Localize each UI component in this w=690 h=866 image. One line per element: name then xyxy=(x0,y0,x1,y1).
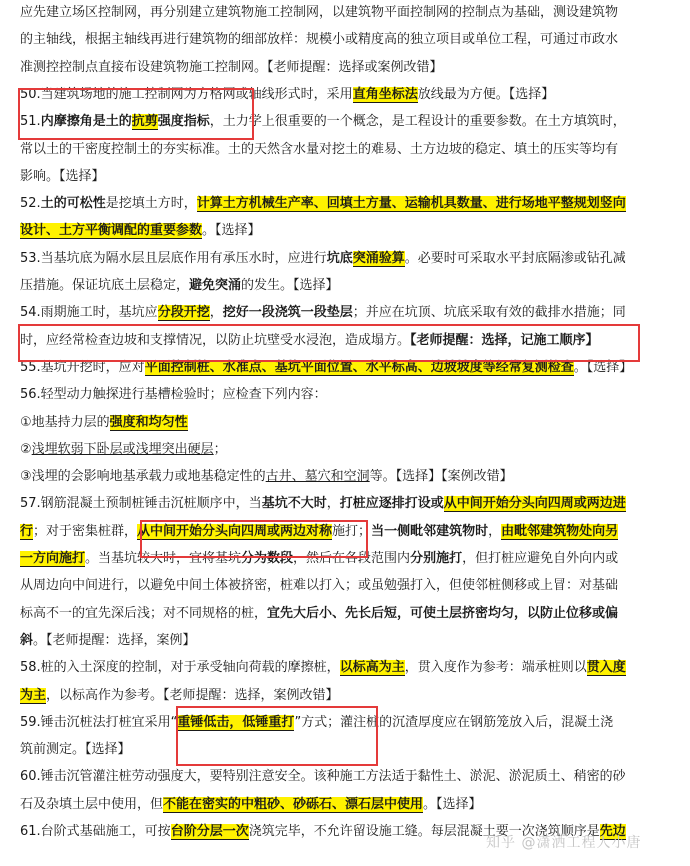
text-segment: 50.当建筑场地的施工控制网为方格网或轴线形式时，采用 xyxy=(20,86,353,102)
text-line xyxy=(20,221,261,241)
text-segment: ”方式；灌注桩的沉渣厚度应在钢筋笼放入后，混凝土浇 xyxy=(294,714,614,730)
text-segment: 筑前测定。【选择】 xyxy=(20,742,131,758)
text-segment: 。当基坑较大时，宜将基坑 xyxy=(85,551,242,566)
text-segment: ；并应在坑顶、坑底采取有效的截排水措施；同 xyxy=(352,305,626,321)
text-segment: 的发生。【选择】 xyxy=(241,278,339,293)
text-line xyxy=(20,740,131,760)
highlighted-text: 抗剪 xyxy=(131,114,158,130)
text-segment: 51. xyxy=(20,114,41,130)
highlighted-text: 先边 xyxy=(599,824,626,839)
highlighted-text: 从中间开始分头向四周或两边对称 xyxy=(137,523,333,539)
bold-text: 坑底 xyxy=(326,250,353,266)
watermark-text: 知乎 @潇洒工程人小唐 xyxy=(486,835,642,851)
text-line xyxy=(20,576,618,596)
text-segment: ③浅埋的会影响地基承载力或地基稳定性的 xyxy=(20,469,266,485)
bold-text: 当一侧毗邻建筑物时 xyxy=(371,523,489,539)
text-segment: 55.基坑开挖时，应对 xyxy=(20,359,145,375)
text-line xyxy=(20,358,632,378)
text-line xyxy=(20,767,626,787)
text-segment: ①地基持力层的 xyxy=(20,414,110,430)
text-line xyxy=(20,249,626,269)
text-segment: 影响。【选择】 xyxy=(20,168,105,184)
text-line xyxy=(20,3,618,23)
underlined-text: 古井、墓穴和空洞 xyxy=(265,469,370,485)
text-segment: 52. xyxy=(20,196,41,212)
highlighted-text: 为主 xyxy=(20,687,47,703)
text-line xyxy=(20,440,227,460)
text-line xyxy=(20,604,618,624)
text-segment: 53.当基坑底为隔水层且层底作用有承压水时，应进行 xyxy=(20,250,327,266)
text-line xyxy=(20,303,626,323)
bold-text: 【老师提醒：选择，记施工顺序】 xyxy=(410,332,599,348)
highlighted-text: 行 xyxy=(20,523,34,539)
text-segment: 。必要时可采取水平封底隔渗或钻孔减 xyxy=(404,250,626,266)
highlighted-text: 重锤低击，低锤重打 xyxy=(177,714,295,730)
text-line xyxy=(20,549,618,569)
text-line xyxy=(20,686,339,706)
text-line xyxy=(20,167,105,187)
text-segment: ② xyxy=(20,441,32,457)
text-line xyxy=(20,112,626,132)
text-line xyxy=(20,331,599,351)
text-line xyxy=(20,522,618,542)
text-segment: 施打； xyxy=(332,523,372,539)
text-line xyxy=(20,795,482,815)
text-segment: 。【选择】 xyxy=(423,796,482,812)
text-line xyxy=(20,58,443,78)
text-segment: 时，应经常检查边坡和支撑情况，以防止坑壁受水浸泡，造成塌方。 xyxy=(20,332,411,348)
bold-text: 挖好一段浇筑一段垫层 xyxy=(222,305,353,321)
bold-text: 土的可松性 xyxy=(40,196,106,212)
text-line xyxy=(20,713,613,733)
bold-text: 斜 xyxy=(20,632,34,648)
bold-text: 打桩应逐排打设或 xyxy=(339,496,444,512)
highlighted-text: 以标高为主 xyxy=(339,660,405,676)
text-segment: 。【选择】 xyxy=(573,359,633,375)
text-segment: 61.台阶式基础施工，可按 xyxy=(20,824,171,839)
text-segment: 浇筑完毕，不允许留设施工缝。每层混凝土要一次浇筑顺序是 xyxy=(248,824,600,839)
text-line xyxy=(20,494,626,514)
highlighted-text: 计算土方机械生产率、回填土方量、运输机具数量、进行场地平整规划竖向 xyxy=(196,196,626,212)
text-segment: 的主轴线，根据主轴线再进行建筑物的细部放样：规模小或精度高的独立项目或单位工程，可通过市政水 xyxy=(20,32,619,48)
text-segment: 从周边向中间进行，以避免中间土体被挤密，桩难以打入；或虽勉强打入，但使邻桩侧移或上冒：对基础 xyxy=(20,578,619,594)
text-segment: ，但打桩应避免自外向内或 xyxy=(462,551,619,566)
text-segment: 应先建立场区控制网，再分别建立建筑物施工控制网，以建筑物平面控制网的控制点为基础，测设建筑物 xyxy=(20,5,619,20)
text-segment: 是挖填土方时， xyxy=(105,196,197,212)
bold-text: 分为数段 xyxy=(241,551,294,566)
text-line xyxy=(20,385,327,405)
text-segment: 54.雨期施工时，基坑应 xyxy=(20,305,158,321)
text-segment: ，贯入度作为参考：端承桩则以 xyxy=(404,660,587,676)
text-segment: 标高不一的宜先深后浅；对不同规格的桩， xyxy=(20,605,268,621)
bold-text: 内摩擦角是土的 xyxy=(40,114,132,130)
text-segment: 60.锤击沉管灌注桩劳动强度大，要特别注意安全。该种施工方法适于黏性土、淤泥、淤泥质土、稍密的砂 xyxy=(20,769,626,785)
text-line xyxy=(20,276,339,296)
text-segment: 58.桩的入土深度的控制，对于承受轴向荷载的摩擦桩， xyxy=(20,660,340,676)
text-segment: ，土力学上很重要的一个概念，是工程设计的重要参数。在土方填筑时， xyxy=(209,114,626,130)
text-line xyxy=(20,30,618,50)
text-line xyxy=(20,467,513,487)
text-segment: 常以土的干密度控制土的夯实标准。土的天然含水量对挖土的难易、土方边坡的稳定、填土的压实等均有 xyxy=(20,141,619,157)
text-segment: ； xyxy=(213,441,227,457)
highlighted-text: 直角坐标法 xyxy=(352,86,418,102)
text-segment: 准测控控制点直接布设建筑物施工控制网。【老师提醒：选择或案例改错】 xyxy=(20,59,443,75)
text-segment: ， xyxy=(326,496,340,512)
bold-text: 宜先大后小、先长后短，可使土层挤密均匀，以防止位移或偏 xyxy=(267,605,619,621)
text-segment: 。【选择】 xyxy=(202,223,261,239)
text-segment: ；对于密集桩群， xyxy=(33,523,138,539)
highlighted-text: 贯入度 xyxy=(586,660,626,676)
highlighted-text: 平面控制桩、水准点、基坑平面位置、水平标高、边坡坡度等经常复测检查 xyxy=(144,359,574,375)
text-segment: 放线最为方便。【选择】 xyxy=(417,86,555,102)
text-line xyxy=(20,194,626,214)
text-line xyxy=(20,658,626,678)
highlighted-text: 不能在密实的中粗砂、砂砾石、漂石层中使用 xyxy=(163,796,424,812)
highlighted-text: 设计、土方平衡调配的重要参数 xyxy=(20,223,203,239)
highlighted-text: 分段开挖 xyxy=(157,305,210,321)
text-segment: 59.锤击沉桩法打桩宜采用“ xyxy=(20,714,178,730)
text-line xyxy=(20,140,618,160)
highlighted-text: 由毗邻建筑物处向另 xyxy=(501,523,619,539)
text-segment: ， xyxy=(209,305,223,321)
text-segment: ，然后在各段范围内 xyxy=(293,551,411,566)
text-segment: 压措施。保证坑底土层稳定， xyxy=(20,278,190,293)
text-segment: 57.钢筋混凝土预制桩锤击沉桩顺序中，当 xyxy=(20,496,262,512)
text-segment: 56.轻型动力触探进行基槽检验时；应检查下列内容： xyxy=(20,387,327,403)
text-segment: ， xyxy=(488,523,502,539)
underlined-text: 浅埋软弱下卧层或浅埋突出硬层 xyxy=(31,441,214,457)
text-segment: 等。【选择】【案例改错】 xyxy=(369,469,513,485)
text-segment: ，以标高作为参考。【老师提醒：选择，案例改错】 xyxy=(46,687,339,703)
bold-text: 基坑不大时 xyxy=(261,496,327,512)
highlighted-text: 突涌验算 xyxy=(352,250,405,266)
highlighted-text: 从中间开始分头向四周或两边进 xyxy=(443,496,626,512)
text-line xyxy=(20,413,188,433)
text-segment: 。【老师提醒：选择，案例】 xyxy=(33,632,196,648)
highlighted-text: 一方向施打 xyxy=(20,551,86,566)
text-line xyxy=(20,631,196,651)
bold-text: 避免突涌 xyxy=(189,278,242,293)
bold-text: 分别施打 xyxy=(410,551,463,566)
text-segment: 石及杂填土层中使用，但 xyxy=(20,796,164,812)
text-line xyxy=(20,85,554,105)
highlighted-text: 强度和均匀性 xyxy=(109,414,188,430)
bold-text: 强度指标 xyxy=(157,114,210,130)
highlighted-text: 台阶分层一次 xyxy=(170,824,249,839)
